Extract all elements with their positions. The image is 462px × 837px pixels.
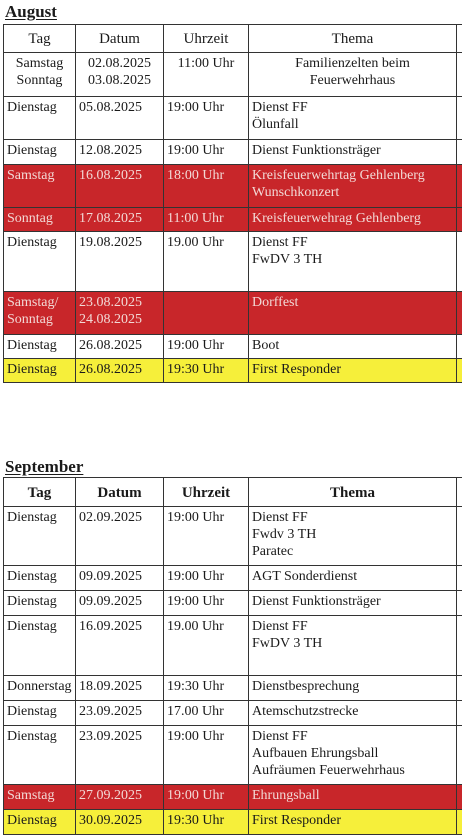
cell-datum-line: 24.08.2025	[79, 312, 142, 327]
cell-datum-line: 12.08.2025	[79, 143, 142, 158]
cell-thema-line: FwDV 3 TH	[252, 636, 323, 651]
cell-tag	[4, 97, 76, 140]
table-row	[4, 726, 462, 785]
cell-datum	[76, 208, 164, 232]
cell-extra	[457, 53, 462, 97]
cell-datum-line: 02.09.2025	[79, 510, 142, 525]
cell-thema	[249, 507, 457, 566]
cell-thema-line: Dienst FF	[252, 510, 308, 525]
cell-extra	[457, 785, 462, 810]
cell-datum	[76, 97, 164, 140]
cell-uhrzeit	[164, 676, 249, 701]
cell-datum-line: 02.08.2025	[88, 56, 151, 71]
cell-extra	[457, 591, 462, 616]
cell-datum	[76, 566, 164, 591]
cell-extra	[457, 726, 462, 785]
cell-tag-line: Dienstag	[7, 100, 57, 115]
cell-thema	[249, 140, 457, 165]
cell-tag	[4, 292, 76, 335]
cell-datum-line: 05.08.2025	[79, 100, 142, 115]
cell-thema-line: Aufbauen Ehrungsball	[252, 746, 379, 761]
cell-tag-line: Dienstag	[7, 729, 57, 744]
cell-tag-line: Samstag	[15, 56, 64, 71]
cell-tag-line: Dienstag	[7, 143, 57, 158]
cell-uhrzeit	[164, 97, 249, 140]
september-header-row	[4, 478, 462, 507]
cell-tag-line: Samstag	[7, 788, 55, 803]
table-row	[4, 335, 462, 359]
cell-extra	[457, 140, 462, 165]
cell-uhrzeit	[164, 359, 249, 383]
cell-thema-line: First Responder	[252, 362, 342, 377]
cell-thema-line: Familienzelten beim	[295, 56, 410, 71]
cell-tag-line: Sonntag	[7, 312, 53, 327]
cell-thema-line: FwDV 3 TH	[252, 252, 323, 267]
cell-uhrzeit-line: 19:00 Uhr	[167, 338, 225, 353]
cell-datum	[76, 591, 164, 616]
cell-datum	[76, 785, 164, 810]
cell-tag	[4, 591, 76, 616]
august-heading: August	[5, 2, 57, 21]
cell-tag	[4, 616, 76, 676]
cell-tag-line: Sonntag	[16, 73, 63, 88]
cell-thema-line: First Responder	[252, 813, 342, 828]
cell-datum-line: 16.09.2025	[79, 619, 142, 634]
cell-extra	[457, 208, 462, 232]
cell-extra	[457, 616, 462, 676]
table-row	[4, 507, 462, 566]
header-extra	[457, 478, 462, 507]
table-row	[4, 591, 462, 616]
cell-datum	[76, 165, 164, 208]
cell-thema	[249, 566, 457, 591]
header-tag: Tag	[4, 25, 76, 53]
cell-uhrzeit-line: 19.00 Uhr	[167, 619, 224, 634]
table-row	[4, 165, 462, 208]
september-heading: September	[5, 457, 84, 476]
cell-tag	[4, 232, 76, 292]
cell-tag	[4, 335, 76, 359]
cell-thema-line: AGT Sonderdienst	[252, 569, 358, 584]
cell-uhrzeit	[164, 53, 249, 97]
header-datum: Datum	[76, 25, 164, 53]
table-row	[4, 53, 462, 97]
cell-tag-line: Samstag/	[7, 295, 59, 310]
cell-datum-line: 23.09.2025	[79, 704, 142, 719]
cell-thema	[249, 292, 457, 335]
cell-datum	[76, 335, 164, 359]
cell-thema-line: Fwdv 3 TH	[252, 527, 317, 542]
cell-uhrzeit	[164, 810, 249, 835]
cell-tag	[4, 810, 76, 835]
cell-datum	[76, 701, 164, 726]
cell-datum	[76, 726, 164, 785]
cell-thema	[249, 165, 457, 208]
cell-thema	[249, 359, 457, 383]
cell-tag	[4, 676, 76, 701]
cell-thema-line: Kreisfeuerwehrag Gehlenberg	[252, 211, 421, 226]
cell-datum-line: 26.08.2025	[79, 362, 142, 377]
cell-uhrzeit-line: 19:00 Uhr	[167, 569, 225, 584]
cell-thema-line: Dienst Funktionsträger	[252, 143, 381, 158]
cell-uhrzeit	[164, 701, 249, 726]
cell-uhrzeit	[164, 292, 249, 335]
cell-uhrzeit	[164, 507, 249, 566]
cell-extra	[457, 292, 462, 335]
cell-datum-line: 23.09.2025	[79, 729, 142, 744]
cell-uhrzeit-line: 19:00 Uhr	[167, 788, 225, 803]
cell-thema-line: Boot	[252, 338, 280, 353]
cell-tag-line: Dienstag	[7, 619, 57, 634]
cell-tag-line: Samstag	[7, 168, 55, 183]
header-tag: Tag	[4, 478, 76, 507]
cell-thema-line: Aufräumen Feuerwehrhaus	[252, 763, 405, 778]
cell-uhrzeit-line: 11:00 Uhr	[177, 56, 235, 71]
table-row	[4, 810, 462, 835]
header-thema: Thema	[249, 25, 457, 53]
cell-thema-line: Ehrungsball	[252, 788, 320, 803]
cell-datum	[76, 359, 164, 383]
cell-thema	[249, 810, 457, 835]
cell-datum	[76, 292, 164, 335]
cell-datum-line: 30.09.2025	[79, 813, 142, 828]
cell-thema	[249, 232, 457, 292]
cell-thema-line: Paratec	[252, 544, 294, 559]
cell-datum-line: 09.09.2025	[79, 569, 142, 584]
cell-tag	[4, 359, 76, 383]
cell-tag	[4, 726, 76, 785]
cell-datum	[76, 232, 164, 292]
cell-datum	[76, 507, 164, 566]
cell-thema-line: Dienst FF	[252, 729, 308, 744]
cell-datum-line: 09.09.2025	[79, 594, 142, 609]
header-thema: Thema	[249, 478, 457, 507]
cell-thema	[249, 591, 457, 616]
cell-thema-line: Atemschutzstrecke	[252, 704, 359, 719]
cell-uhrzeit	[164, 785, 249, 810]
cell-uhrzeit	[164, 208, 249, 232]
cell-uhrzeit	[164, 335, 249, 359]
cell-thema-line: Dienst Funktionsträger	[252, 594, 381, 609]
cell-uhrzeit-line: 19:00 Uhr	[167, 729, 225, 744]
cell-thema-line: Feuerwehrhaus	[309, 73, 396, 88]
august-header-row	[4, 25, 462, 53]
cell-tag-line: Dienstag	[7, 704, 57, 719]
cell-thema	[249, 53, 457, 97]
cell-tag	[4, 701, 76, 726]
cell-datum-line: 26.08.2025	[79, 338, 142, 353]
cell-tag	[4, 53, 76, 97]
cell-tag	[4, 165, 76, 208]
cell-thema-line: Dienst FF	[252, 235, 308, 250]
cell-datum-line: 23.08.2025	[79, 295, 142, 310]
cell-datum	[76, 140, 164, 165]
cell-thema-line: Dienst FF	[252, 619, 308, 634]
cell-uhrzeit	[164, 566, 249, 591]
cell-thema-line: Wunschkonzert	[252, 185, 340, 200]
cell-tag-line: Donnerstag	[7, 679, 72, 694]
cell-thema	[249, 785, 457, 810]
cell-tag	[4, 140, 76, 165]
cell-datum-line: 16.08.2025	[79, 168, 142, 183]
cell-datum-line: 17.08.2025	[79, 211, 142, 226]
cell-tag-line: Dienstag	[7, 362, 57, 377]
cell-uhrzeit-line: 11:00 Uhr	[167, 211, 224, 226]
table-row	[4, 292, 462, 335]
table-row	[4, 140, 462, 165]
cell-uhrzeit	[164, 726, 249, 785]
table-row	[4, 785, 462, 810]
cell-uhrzeit-line: 18:00 Uhr	[167, 168, 225, 183]
cell-uhrzeit-line: 19.00 Uhr	[167, 235, 224, 250]
cell-extra	[457, 676, 462, 701]
table-row	[4, 676, 462, 701]
header-uhrzeit: Uhrzeit	[164, 478, 249, 507]
cell-uhrzeit-line: 19:00 Uhr	[167, 594, 225, 609]
cell-extra	[457, 97, 462, 140]
cell-uhrzeit	[164, 232, 249, 292]
september-table	[3, 477, 462, 835]
cell-tag-line: Dienstag	[7, 510, 57, 525]
cell-tag	[4, 566, 76, 591]
header-datum: Datum	[76, 478, 164, 507]
cell-uhrzeit-line: 19:30 Uhr	[167, 362, 225, 377]
cell-tag	[4, 785, 76, 810]
cell-extra	[457, 232, 462, 292]
cell-uhrzeit	[164, 140, 249, 165]
header-extra	[457, 25, 462, 53]
cell-datum-line: 27.09.2025	[79, 788, 142, 803]
cell-datum-line: 18.09.2025	[79, 679, 142, 694]
cell-extra	[457, 810, 462, 835]
cell-thema	[249, 335, 457, 359]
cell-tag-line: Dienstag	[7, 569, 57, 584]
table-row	[4, 232, 462, 292]
table-row	[4, 566, 462, 591]
table-row	[4, 701, 462, 726]
cell-tag-line: Dienstag	[7, 813, 57, 828]
cell-datum	[76, 616, 164, 676]
cell-extra	[457, 165, 462, 208]
cell-extra	[457, 359, 462, 383]
cell-uhrzeit-line: 19:30 Uhr	[167, 679, 225, 694]
cell-uhrzeit	[164, 165, 249, 208]
cell-uhrzeit-line: 19:00 Uhr	[167, 143, 225, 158]
cell-tag-line: Dienstag	[7, 338, 57, 353]
header-uhrzeit: Uhrzeit	[164, 25, 249, 53]
cell-thema	[249, 676, 457, 701]
cell-extra	[457, 335, 462, 359]
cell-tag-line: Dienstag	[7, 235, 57, 250]
cell-uhrzeit	[164, 591, 249, 616]
cell-thema	[249, 97, 457, 140]
table-row	[4, 616, 462, 676]
cell-uhrzeit-line: 19:00 Uhr	[167, 100, 225, 115]
cell-thema-line: Dorffest	[252, 295, 299, 310]
cell-extra	[457, 507, 462, 566]
cell-tag-line: Sonntag	[7, 211, 53, 226]
august-table	[3, 24, 462, 383]
cell-datum	[76, 810, 164, 835]
cell-tag	[4, 208, 76, 232]
cell-uhrzeit-line: 17.00 Uhr	[167, 704, 224, 719]
cell-thema	[249, 208, 457, 232]
table-row	[4, 208, 462, 232]
cell-thema-line: Dienst FF	[252, 100, 308, 115]
cell-thema	[249, 616, 457, 676]
cell-thema-line: Ölunfall	[252, 117, 299, 132]
cell-extra	[457, 566, 462, 591]
cell-thema	[249, 701, 457, 726]
cell-thema-line: Kreisfeuerwehrtag Gehlenberg	[252, 168, 425, 183]
cell-datum	[76, 53, 164, 97]
cell-extra	[457, 701, 462, 726]
cell-datum	[76, 676, 164, 701]
cell-tag	[4, 507, 76, 566]
cell-thema-line: Dienstbesprechung	[252, 679, 360, 694]
cell-datum-line: 19.08.2025	[79, 235, 142, 250]
table-row	[4, 359, 462, 383]
table-row	[4, 97, 462, 140]
cell-uhrzeit	[164, 616, 249, 676]
cell-datum-line: 03.08.2025	[88, 73, 151, 88]
cell-uhrzeit-line: 19:00 Uhr	[167, 510, 225, 525]
cell-thema	[249, 726, 457, 785]
cell-uhrzeit-line: 19:30 Uhr	[167, 813, 225, 828]
cell-tag-line: Dienstag	[7, 594, 57, 609]
